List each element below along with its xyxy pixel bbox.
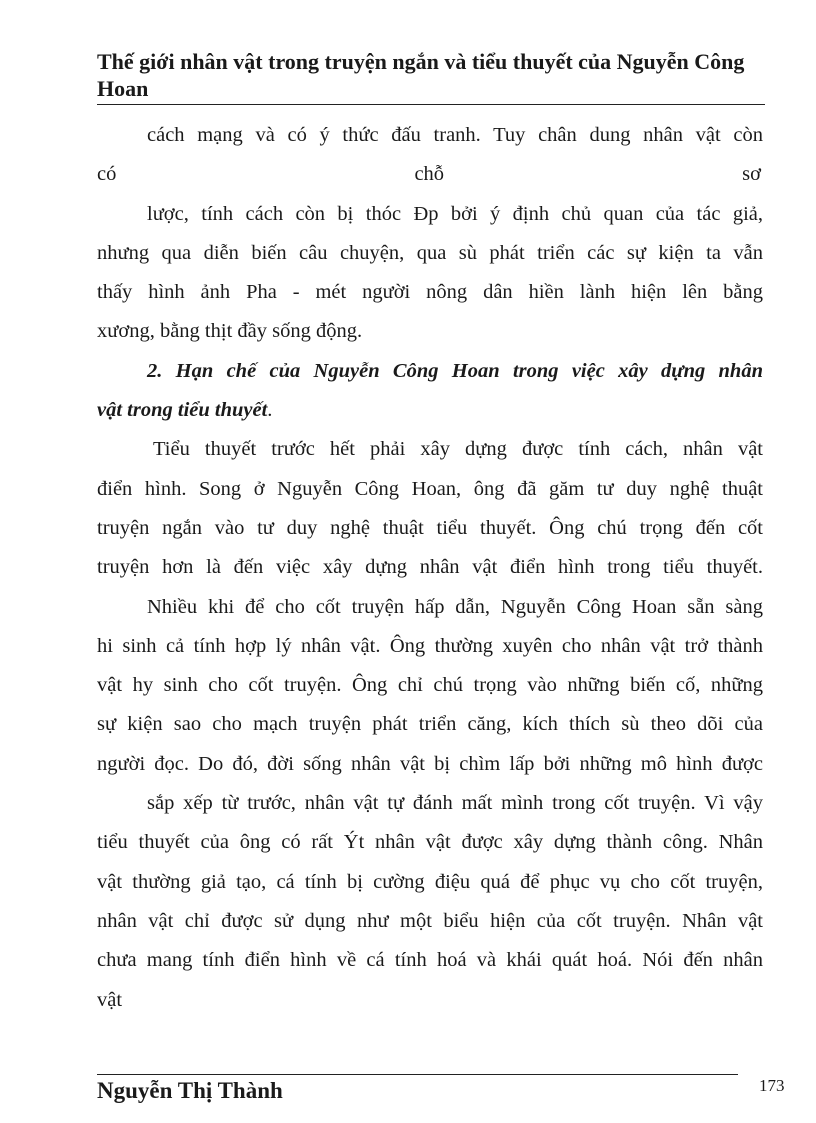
body-line: xương, bằng thịt đầy sống động.	[97, 320, 363, 343]
body-line: lược, tính cách còn bị thóc Đp bởi ý định chủ quan của tác giả,	[147, 202, 763, 225]
section-heading-text: vật trong tiểu thuyết	[97, 399, 268, 422]
footer-divider	[97, 1074, 738, 1075]
page-number: 173	[759, 1076, 785, 1095]
body-line: nhưng qua diễn biến câu chuyện, qua sù phát triển các sự kiện ta vẫn	[97, 241, 763, 264]
body-line: hi sinh cả tính hợp lý nhân vật. Ông thường xuyên cho nhân vật trở thành	[97, 634, 763, 657]
body-line: truyện ngắn vào tư duy nghệ thuật tiểu thuyết. Ông chú trọng đến cốt	[97, 516, 763, 539]
body-line: cách mạng và có ý thức đấu tranh. Tuy chân dung nhân vật còn	[147, 124, 763, 146]
body-line: chưa mang tính điển hình về cá tính hoá và khái quát hoá. Nói đến nhân	[97, 949, 763, 972]
body-line: truyện hơn là đến việc xây dựng nhân vật điển hình trong tiểu thuyết.	[97, 556, 763, 579]
spread-word: sơ	[742, 163, 761, 186]
body-line: vật hy sinh cho cốt truyện. Ông chỉ chú trọng vào những biến cố, những	[97, 674, 763, 697]
body-line-spread	[97, 155, 763, 194]
body-line: vật thường giả tạo, cá tính bị cường điệu quá để phục vụ cho cốt truyện,	[97, 870, 763, 893]
body-line: nhân vật chỉ được sử dụng như một biểu hiện của cốt truyện. Nhân vật	[97, 909, 763, 932]
body-line: sự kiện sao cho mạch truyện phát triển căng, kích thích sù theo dõi của	[97, 713, 763, 736]
section-heading-line	[97, 391, 763, 430]
body-line: thấy hình ảnh Pha - mét người nông dân hiền lành hiện lên bằng	[97, 281, 763, 304]
section-heading-line: 2. Hạn chế của Nguyễn Công Hoan trong việc xây dựng nhân	[147, 359, 763, 382]
body-line: vật	[97, 988, 123, 1011]
page-body	[97, 116, 763, 1020]
spread-word: chỗ	[414, 163, 445, 186]
footer-author: Nguyễn Thị Thành	[97, 1078, 283, 1103]
section-heading-period: .	[267, 399, 273, 422]
header-divider	[97, 104, 765, 105]
running-header-title: Thế giới nhân vật trong truyện ngắn và tiểu thuyết của Nguyễn Công Hoan	[97, 49, 745, 101]
body-line: điển hình. Song ở Nguyễn Công Hoan, ông đã găm tư duy nghệ thuật	[97, 477, 763, 500]
body-line: người đọc. Do đó, đời sống nhân vật bị chìm lấp bởi những mô hình được	[97, 752, 763, 775]
body-line: sắp xếp từ trước, nhân vật tự đánh mất mình trong cốt truyện. Vì vậy	[147, 792, 763, 815]
body-line: tiểu thuyết của ông có rất Ýt nhân vật được xây dựng thành công. Nhân	[97, 831, 763, 854]
spread-word: có	[97, 163, 117, 186]
body-line: Tiểu thuyết trước hết phải xây dựng được tính cách, nhân vật	[153, 438, 763, 461]
body-line: Nhiều khi để cho cốt truyện hấp dẫn, Nguyễn Công Hoan sẵn sàng	[147, 595, 763, 618]
